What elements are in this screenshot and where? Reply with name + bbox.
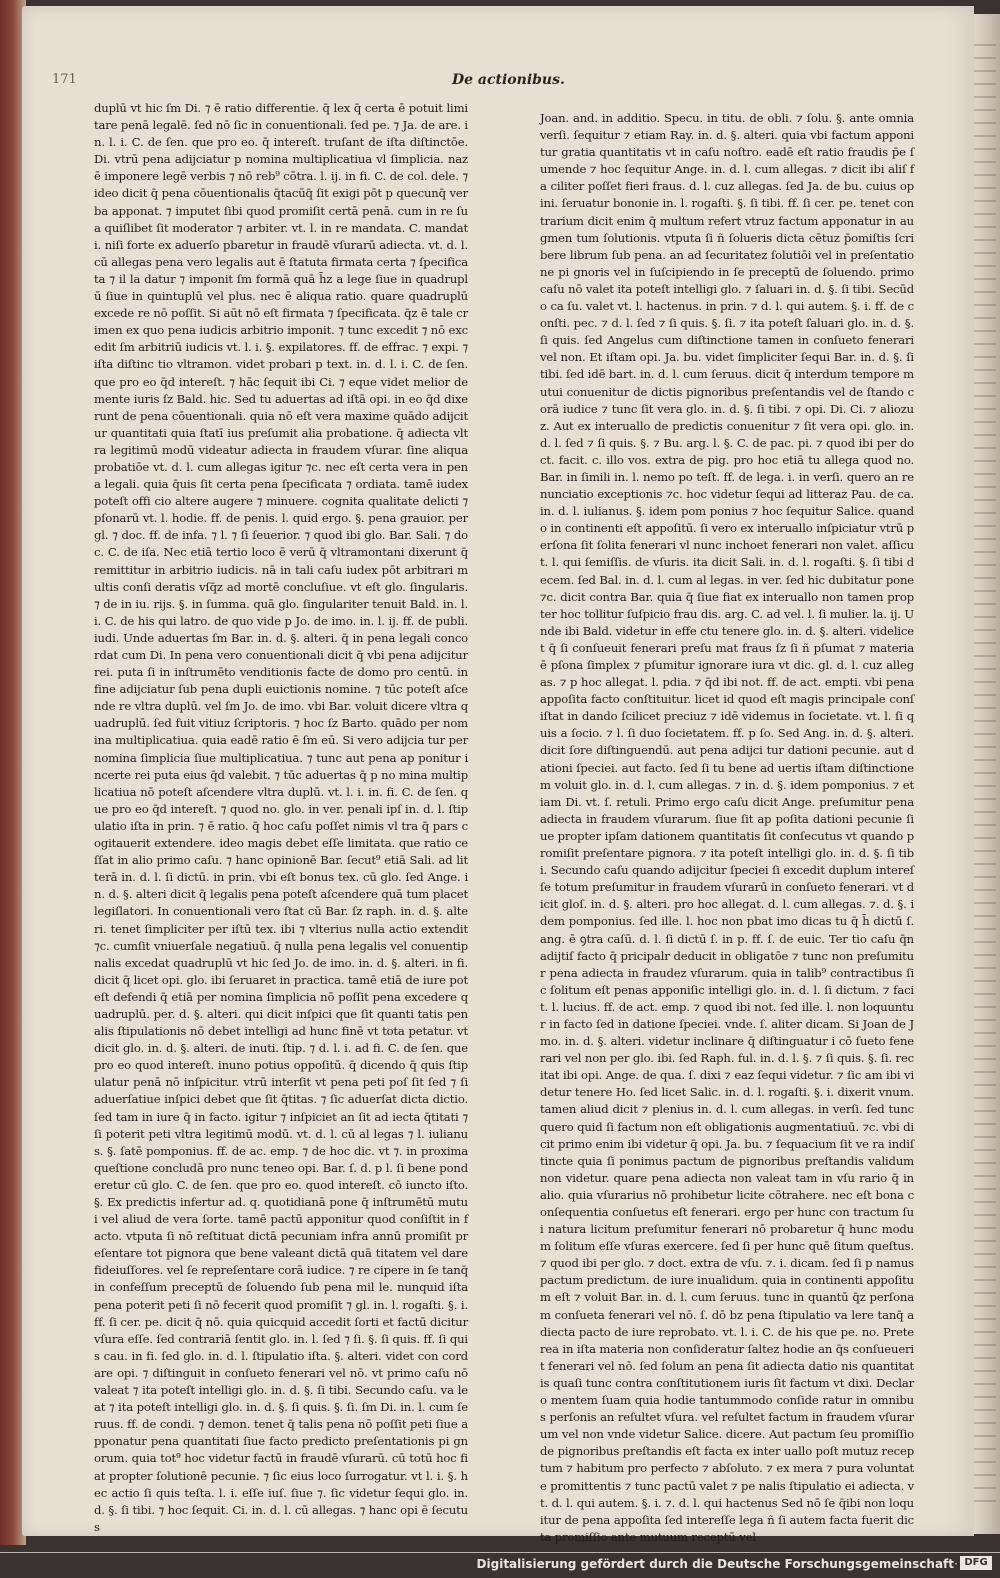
right-text-column: Joan. and. in additio. Specu. in titu. de obli. ⁊ ſolu. §. ante omnia verſi. ſequitur ⁊ etiam Ray. in. d. §. alteri. quia vbi factum apponi tur gratia quantitatis vt in caſu noſtro. eadē eſt ratio fraudis p̄e ſumende ⁊ hoc ſequitur Ange. in. d. l. cum allegas. ⁊ dicit ibi aliſ fa ciliter poſſet fieri fraus. d. l. cuz allegas. ſed Ja. de bu. cuius opini. ſeruatur bononie in. l. rogaſti. §. ſi tibi. ff. ſi cer. pe. tenet contrarium dicit enim q̄ multum refert vtruz factum apponatur in augmen tum ſolutionis. vtputa ſi ñ ſolueris dicta cētuz p̄omiſtis ſcribere librum ſub pena. an ad ſecuritatez ſolutiōi vel in preſentatione pi gnoris vel in ſuſcipiendo in ſe preceptū de ſoluendo. primo caſu nō valet ita poteſt intelligi glo. ⁊ ſaluari in. d. §. ſi tibi. Secūdo ca ſu. valet vt. l. hactenus. in prin. ⁊ d. l. qui autem. §. i. ff. de conſti. pec. ⁊ d. l. ſed ⁊ ſi quis. §. ſi. ⁊ ita poteſt ſaluari glo. in. d. §. ſi quis. ſed Angelus cum diſtinctione tamen in conſueto fenerari vel non. Et iſtam opi. Ja. bu. videt ſimpliciter ſequi Bar. in. d. §. ſi tibi. ſed idē bart. in. d. l. cum ſeruus. dicit q̄ interdum tempore mutui conuenitur de dictis pignoribus preſentandis vel de ſtando corā iudice ⁊ tunc ſit vera glo. in. d. §. ſi tibi. ⁊ opi. Di. Ci. ⁊ aliozuz. Aut ex interuallo de predictis conuenitur ⁊ ſit vera opi. glo. in. d. l. ſed ⁊ ſi quis. §. ⁊ Bu. arg. l. §. C. de pac. pi. ⁊ quod ibi per doct. facit. c. illo vos. extra de pig. pro hoc etiā tu allega quod no. Bar. in ſimili in. l. nemo po teſt. ff. de lega. i. in verſi. quero an renunciatio exceptionis ⁊c. hoc videtur ſequi ad litteraz Pau. de ca. in. d. l. iulianus. §. idem pom ponius ⁊ hoc ſequitur Salice. quando in continenti eſt appoſitū. ſi vero ex interuallo inſpiciatur vtrū perſona ſit ſolita fenerari vl nunc inchoet fenerari non valet. aſſicut. l. qui ſemiſſis. de vſuris. ita dicit Sali. in. d. l. rogaſti. §. ſi tibi decem. ſed Bal. in. d. l. cum al legas. in ver. ſed hic dubitatur pone ⁊c. dicit contra Bar. quia q̄ ſiue fiat ex interuallo non tamen propter hoc tollitur ſuſpicio frau dis. arg. C. ad vel. l. ſi mulier. la. ij. Unde ibi Bald. videtur in effe ctu tenere glo. in. d. §. alteri. videlicet q̄ ſi conſueuit fenerari preſu mat fraus ſz ſi ñ pſumat ⁊ materia ē pſona ſimplex ⁊ pſumitur ignorare iura vt dic. gl. d. l. cuz allegas. ⁊ p hoc allegat. l. pdia. ⁊ q̄d ibi not. ff. de act. empti. vbi pena appoſita facto conſtituitur. licet id quod eſt magis principale conſiſtat in dando ſcilicet preciuz ⁊ idē videmus in ſocietate. vt. l. ſi quis a ſocio. ⁊ l. ſi duo ſocietatem. ff. p ſo. Sed Ang. in. d. §. alteri. dicit ſore diſtinguendū. aut pena adijci tur dationi pecunie. aut dationi ſpeciei. aut facto. ſed ſi tu bene ad uertis iſtam diſtinctionem voluit glo. in. d. l. cum allegas. ⁊ in. d. §. idem pomponius. ⁊ etiam Di. vt. ſ. retuli. Primo ergo caſu dicit Ange. preſumitur pena adiecta in fraudem vſurarum. ſiue ſit ap poſita dationi pecunie ſiue propter ipſam dationem quantitatis ſit conſecutus vt quando promiſit preſentare pignora. ⁊ ita poteſt intelligi glo. in. d. §. ſi tibi. Secundo caſu quando adijcitur ſpeciei ſi excedit duplum intereſſe totum preſumitur in fraudem vſurarū in conſueto fenerari. vt dicit gloſ. in. d. §. alteri. pro hoc allegat. d. l. cum allegas. ⁊. d. §. idem pomponius. ſed ille. l. hoc non pbat imo dicas tu q̄ h̄ dictū ſ. ang. ē ꝯtra caſū. d. l. ſi dictū ſ. in p. ff. ſ. de euic. Ter tio caſu q̄n adijtiſ facto q̄ pricipalr deducit in obligatōe ⁊ tunc non preſumitur pena adiecta in fraudez vſurarum. quia in talib⁹ contractibus ſic ſolitum eſt penas apponiſic intelligi glo. in. d. l. ſi dictum. ⁊ facit. l. lucius. ff. de act. emp. ⁊ quod ibi not. ſed ille. l. non loquuntur in facto ſed in datione ſpeciei. vnde. ſ. aliter dicam. Si Joan de Jmo. in. d. §. alteri. videtur inclinare q̄ diſtinguatur i cō ſueto fenerari vel non per glo. ibi. ſed Raph. ful. in. d. l. §. ⁊ ſi quis. §. ſi. recitat ibi opi. Ange. de qua. ſ. dixi ⁊ eaz ſequi videtur. ⁊ ſic am ibi videtur tenere Ho. ſed licet Salic. in. d. l. rogaſti. §. i. dixerit vnum. tamen aliud dicit ⁊ plenius in. d. l. cum allegas. in verſi. ſed tunc quero quid ſi factum non eſt obligationis augmentatiuū. ⁊c. vbi dicit primo enim ibi videtur q̄ opi. Ja. bu. ⁊ ſequacium ſit ve ra indiſtincte quia ſi ponimus pactum de pignoribus preſtandis validum non videtur. quare pena adiecta non valeat tam in vſu rario q̄ in alio. quia vſurarius nō prohibetur licite cōtrahere. nec eſt bona conſequentia conſuetus eſt fenerari. ergo per hunc con tractum ſui natura licitum preſumitur fenerari nō probaretur q̄ hunc modum ſolitum eſſe vſuras exercere. ſed ſi per hunc quē ſitum queſtus. ⁊ quod ibi per glo. ⁊ doct. extra de vſu. ⁊. i. dicam. ſed ſi p namus pactum predictum. de iure inualidum. quia in continenti appoſitum eſt ⁊ voluit Bar. in. d. l. cum ſeruus. tunc in quantū q̄z perſonam conſueta fenerari vel nō. ſ. dō bz pena ſtipulatio va lere tanq̄ adiecta pacto de iure reprobato. vt. l. i. C. de his que pe. no. Preterea in iſta materia non conſideratur ſaltez hodie an q̄s conſueuerit fenerari vel nō. ſed ſolum an pena ſit adiecta datio nis quantitatis quaſi tunc contra conſtitutionem iuris ſit factum vt dixi. Declaro mentem ſuam quia hodie tantummodo conſide ratur in omnibus perſonis an reſultet vſura. vel reſultet factum in fraudem vſurarum vel non vnde videtur Salice. dicere. Aut pactum ſeu promiſſio de pignoribus preſtandis eſt facta ex inter uallo poſt mutuz receptum ⁊ habitum pro perfecto ⁊ abſoluto. ⁊ ex mera ⁊ pura voluntate promittentis ⁊ tunc pactū valet ⁊ pe nalis ſtipulatio ei adiecta. vt. d. l. qui autem. §. i. ⁊. d. l. qui hactenus Sed nō ſe q̄ibi non loquitur de pena appoſita ſed intereſſe lega ñ ſi autem facta fuerit dicta promiſſio ante mutuum receptū vel <box>540 111 914 1544</box>
left-text-column: duplū vt hic ſm Di. ⁊ ē ratio differentie. q̄ lex q̄ certa ē potuit limitare penā legalē. ſed nō ſic in conuentionali. ſed pe. ⁊ Ja. de are. in. l. i. C. de ſen. que pro eo. q̄ intereſt. truſant de iſta diſtinctōe. Di. vtrū pena adijciatur p nomina multiplicatiua vl ſimplicia. naz ē imponere legē verbis ⁊ nō reb⁹ cōtra. l. ij. in fi. C. de col. dele. ⁊ ideo dicit q̄ pena cōuentionalis q̄tacūq̄ ſit exigi pōt p quecunq̄ verba apponat. ⁊ imputet ſibi quod promiſit certā penā. cum in re ſua quiſlibet ſit moderator ⁊ arbiter. vt. l. in re mandata. C. mandati. niſi forte ex aduerſo pbaretur in fraudē vſurarū adiecta. vt. d. l. cū allegas pena vero legalis aut ē ſtatuta firmata certa ⁊ ſpecificata ⁊ il la datur ⁊ imponit ſm formā quā h̄z a lege ſiue in quadruplū ſiue in quintuplū vel plus. nec ē aliqua ratio. quare quadruplū excede re nō poſſit. Si aūt nō eſt firmata ⁊ ſpecificata. q̄z ē tale crimen ex quo pena iudicis arbitrio imponit. ⁊ tunc excedit ⁊ nō excedit ſm arbitriū iudicis vt. l. i. §. expilatores. ff. de effrac. ⁊ expi. ⁊ iſta diſtinc tio vltramon. videt probari p text. in. d. l. i. C. de ſen. que pro eo q̄d intereſt. ⁊ hāc ſequit ibi Ci. ⁊ eque videt melior de mente iuris ſz Bald. hic. Sed tu aduertas ad iſtā opi. in eo q̄d dixerunt de pena cōuentionali. quia nō eſt vera maxime quādo adijcitur quantitati quia ſtatī ius preſumit alia probatione. q̄ adiecta vltra legitimū modū videatur adiecta in fraudem vſurar. ſine aliqua probatiōe vt. d. l. cum allegas igitur ⁊c. nec eſt certa vera in pena legali. quia q̄uis ſit certa pena ſpecificata ⁊ ordiata. tamē iudex poteſt offi cio altere augere ⁊ minuere. cognita qualitate delicti ⁊ pſonarū vt. l. hodie. ff. de penis. l. quid ergo. §. pena grauior. per gl. ⁊ doc. ff. de infa. ⁊ l. ⁊ ſi ſeuerior. ⁊ quod ibi glo. Bar. Sali. ⁊ doc. C. de iſa. Nec etiā tertio loco ē verū q̄ vltramontani dixerunt q̄ remittitur in arbitrio iudicis. nā in tali caſu iudex pōt arbitrari multis conſi deratis vſq̄z ad mortē concluſiue. vt eſt glo. ſingularis. ⁊ de in iu. rijs. §. in ſumma. quā glo. ſingulariter tenuit Bald. in. l. i. C. de his qui latro. de quo vide p Jo. de imo. in. l. ij. ff. de publi. iudi. Unde aduertas ſm Bar. in. d. §. alteri. q̄ in pena legali concordat cum Di. In pena vero conuentionali dicit q̄ vbi pena adijcitur rei. puta ſi in inſtrumēto venditionis facte de domo pro centū. in fine adijciatur ſub pena dupli euictionis nomine. ⁊ tūc poteſt aſcende re vltra duplū. vel ſm Jo. de imo. vbi Bar. voluit dicere vltra quadruplū. ſed fuit vitiuz ſcriptoris. ⁊ hoc ſz Barto. quādo per nomina multiplicatiua. quia eadē ratio ē ſm eū. Si vero adijcia tur per nomina ſimplicia ſiue multiplicatiua. ⁊ tunc aut pena ap ponitur incerte rei puta eius q̄d valebit. ⁊ tūc aduertas q̄ p no mina multiplicatiua nō poteſt aſcendere vltra duplū. vt. l. i. in. fi. C. de ſen. que pro eo q̄d intereſt. ⁊ quod no. glo. in ver. penali ipſ in. d. l. ſtipulatio iſta in prin. ⁊ ē ratio. q̄ hoc caſu poſſet nimis vl tra q̄ pars cogitauerit extendere. ideo magis debet eſſe limitata. que ratio ceſſat in alio primo caſu. ⁊ hanc opinionē Bar. ſecut⁹ etiā Sali. ad litterā in. d. l. ſi dictū. in prin. vbi eſt bonus tex. cū glo. ſed Ange. in. d. §. alteri dicit q̄ legalis pena poteſt aſcendere quā tum placet legiſlatori. In conuentionali vero ſtat cū Bar. ſz raph. in. d. §. alteri. tenet ſimpliciter per iſtū tex. ibi ⁊ vlterius nulla actio extendit ⁊c. cumſit vniuerſale negatiuū. q̄ nulla pena legalis vel conuentipnalis excedat quadruplū vt hic ſed Jo. de imo. in. d. §. alteri. in fi. dicit q̄ licet opi. glo. ibi ſeruaret in practica. tamē etiā de iure poteſt defendi q̄ etiā per nomina ſimplicia nō poſſit pena excedere quadruplū. per. d. §. alteri. qui dicit inſpici que ſit quanti tatis penalis ſtipulationis nō debet intelligi ad hunc finē vt tota petatur. vt dicit glo. in. d. §. alteri. de inuti. ſtip. ⁊ d. l. i. ad fi. C. de ſen. que pro eo quod intereſt. inuno potius oppoſitū. q̄ dicendo q̄ quis ſtipulatur penā nō inſpicitur. vtrū interſit vt pena peti poſ ſit ſed ⁊ ſi aduerſatiue inſpici debet que ſit q̄titas. ⁊ ſic aduerſat dicta dictio. ſed tam in iure q̄ in facto. igitur ⁊ inſpiciet an ſit ad iecta q̄titati ⁊ ſi poterit peti vltra legitimū modū. vt. d. l. cū al legas ⁊ l. iulianus. §. ſatē pomponius. ff. de ac. emp. ⁊ de hoc dic. vt ⁊. in proxima queſtione concludā pro nunc teneo opi. Bar. ſ. d. p l. ſi bene ponderetur cū glo. C. de ſen. que pro eo. quod intereſt. cō iuncto iſto. §. Ex predictis infertur ad. q. quotidianā pone q̄ inſtrumētū mutui vel aliud de vera ſorte. tamē pactū apponitur quod conſiſtit in facto. vtputa ſi nō reſtituat dictā pecuniam infra annū promiſit preſentare tot pignora que bene valeant dictā quā titatem vel dare fideiuſſores. vel ſe repreſentare corā iudice. ⁊ re cipere in ſe tanq̄ in confeſſum preceptū de ſoluendo ſub pena mil le. nunquid iſta pena poterit peti ſi nō fecerit quod promiſit ⁊ gl. in. l. rogaſti. §. i. ff. ſi cer. pe. dicit q̄ nō. quia quicquid accedit ſorti et factū dicitur vſura eſſe. ſed contrariā ſentit glo. in. l. ſed ⁊ ſi. §. ſi quis. ff. ſi quis cau. in fi. ſed glo. in. d. l. ſtipulatio iſta. §. alteri. videt con cordare opi. ⁊ diſtinguit in conſueto fenerari vel nō. vt primo caſu nō valeat ⁊ ita poteſt intelligi glo. in. d. §. ſi tibi. Secundo caſu. va leat ⁊ ita poteſt intelligi glo. in. d. §. ſi quis. §. ſi. ſm Di. in. l. cum ſeruus. ff. de condi. ⁊ demon. tenet q̄ talis pena nō poſſit peti ſiue apponatur pena quantitati ſiue facto predicto preſentationis pi gnorum. quia tot⁹ hoc videtur factū in fraudē vſurarū. cū totū hoc fiat propter ſolutionē pecunie. ⁊ ſic eius loco ſurrogatur. vt l. i. §. hec actio ſi quis teſta. l. i. eſſe iuſ. ſiue ⁊. ſic videtur ſequi glo. in. d. §. ſi tibi. ⁊ hoc ſequit. Ci. in. d. l. cū allegas. ⁊ hanc opi ē ſecutus <box>94 101 468 1534</box>
dfg-logo: DFG <box>960 1556 992 1570</box>
page-number: 171 <box>52 72 77 87</box>
footer-divider <box>0 1552 1000 1553</box>
running-head: De actionibus. <box>452 72 565 88</box>
footer-separator: · <box>954 1557 958 1571</box>
funding-notice: Digitalisierung gefördert durch die Deutsche Forschungsgemeinschaft <box>476 1557 954 1571</box>
